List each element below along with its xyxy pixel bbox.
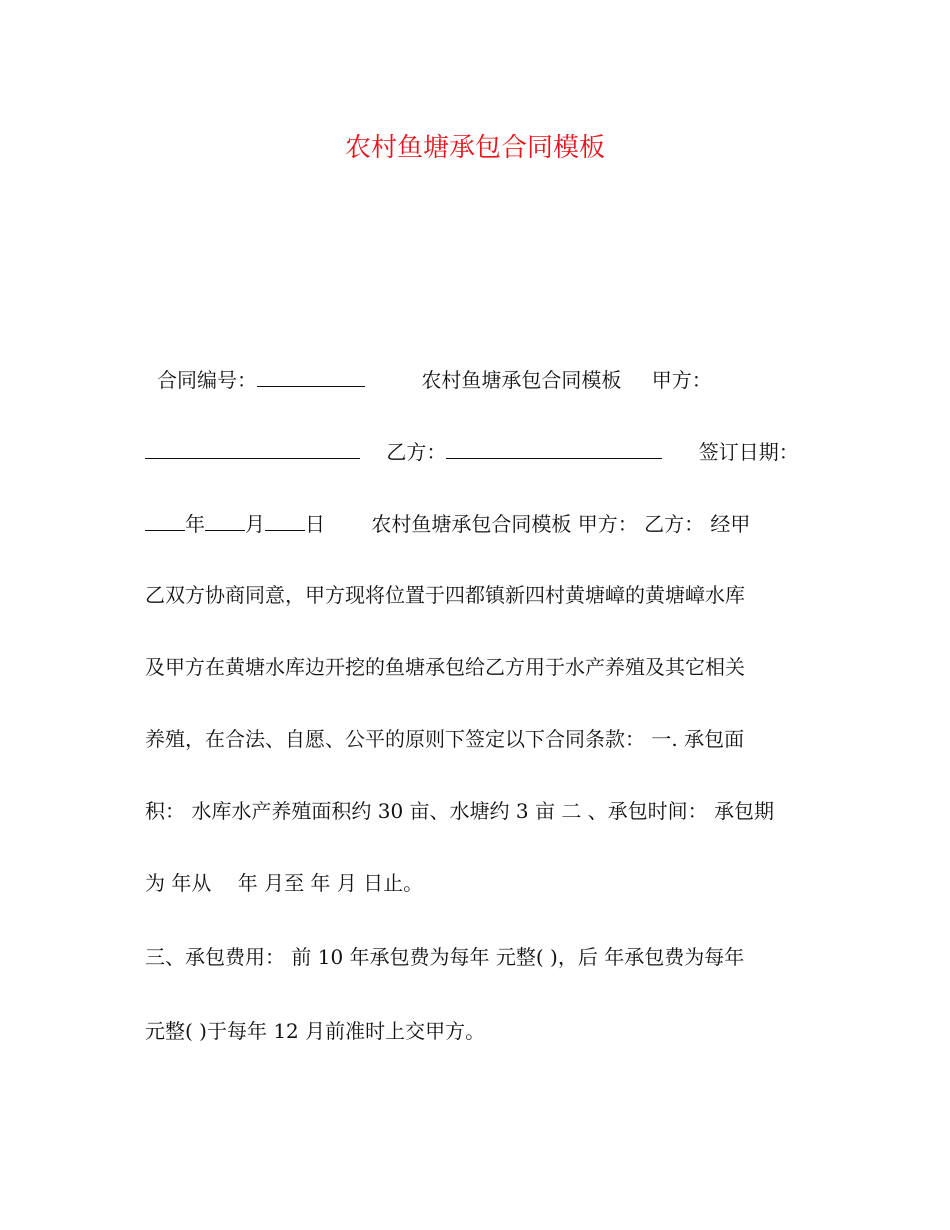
date-line [145, 508, 805, 539]
body-line-9: 三、承包费用： 前 10 年承包费为每年 元整( )，后 年承包费为每年 [145, 945, 745, 969]
contract-no-label: 合同编号： [157, 368, 257, 392]
party-line [145, 436, 805, 467]
year-blank [145, 508, 185, 531]
sign-date-label: 签订日期： [698, 440, 799, 464]
body-line-10: 元整( )于每年 12 月前准时上交甲方。 [145, 1019, 486, 1043]
year-label: 年 [185, 512, 205, 536]
body-line-4: 乙双方协商同意，甲方现将位置于四都镇新四村黄塘嶂的黄塘嶂水库 [145, 583, 745, 607]
day-label: 日 [305, 512, 325, 536]
party-a-blank [145, 436, 360, 459]
month-label: 月 [245, 512, 265, 536]
body-line-7: 积： 水库水产养殖面积约 30 亩、水塘约 3 亩 二 、承包时间： 承包期 [145, 799, 775, 823]
day-blank [265, 508, 305, 531]
party-a-label: 甲方： [651, 368, 712, 392]
contract-intro-text: 农村鱼塘承包合同模板 甲方： 乙方： 经甲 [371, 512, 751, 536]
month-blank [205, 508, 245, 531]
body-line-5: 及甲方在黄塘水库边开挖的鱼塘承包给乙方用于水产养殖及其它相关 [145, 655, 745, 679]
contract-subtitle: 农村鱼塘承包合同模板 [421, 368, 622, 392]
party-b-label: 乙方： [386, 440, 447, 464]
contract-no-blank [257, 364, 365, 387]
body-line-8: 为 年从 年 月至 年 月 日止。 [145, 871, 424, 895]
contract-header-line [145, 364, 805, 395]
document-title: 农村鱼塘承包合同模板 [344, 133, 605, 163]
body-line-6: 养殖，在合法、自愿、公平的原则下签定以下合同条款： 一. 承包面 [145, 727, 745, 751]
party-b-blank [446, 436, 662, 459]
